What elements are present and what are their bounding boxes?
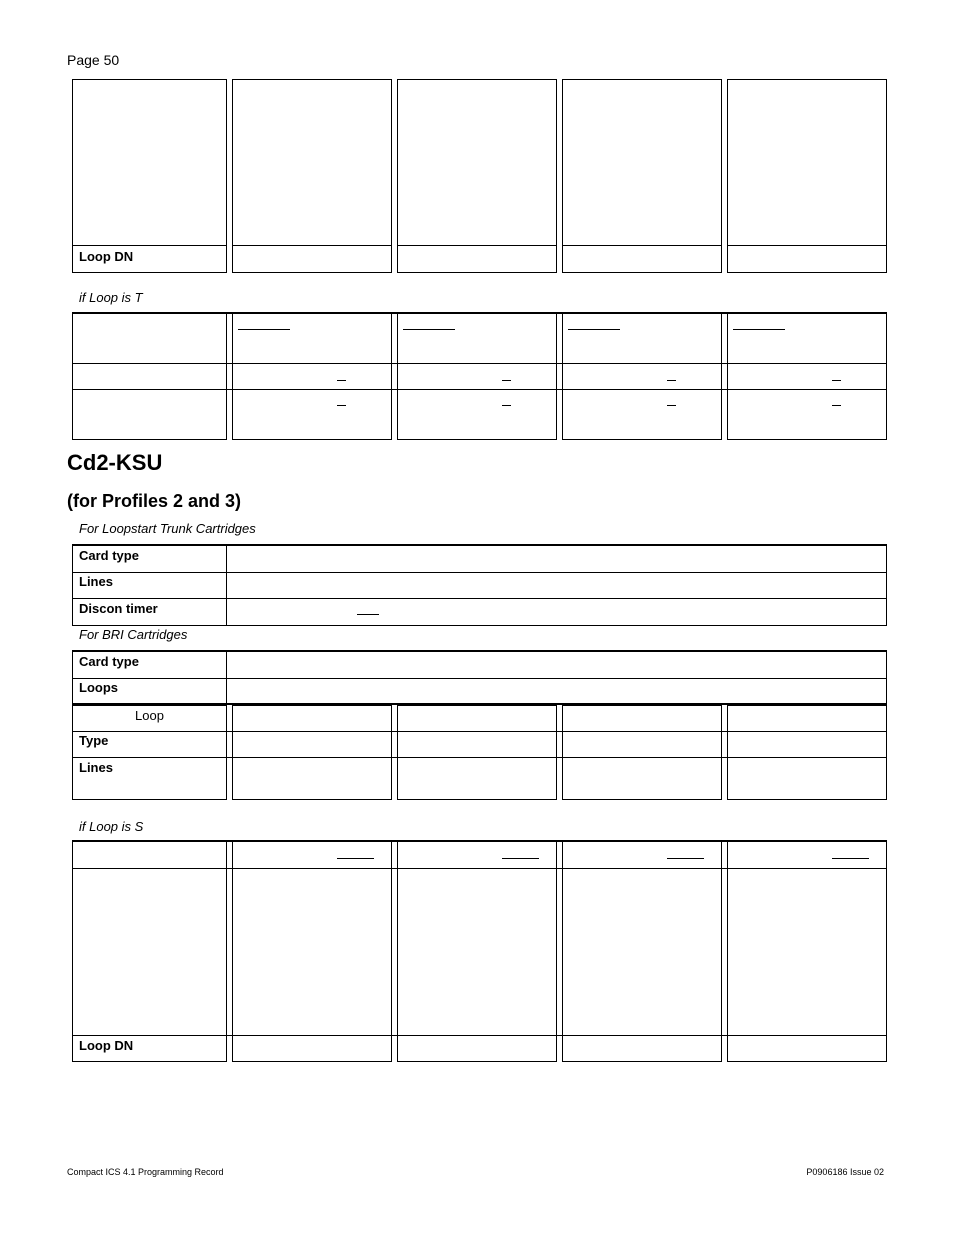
loop-grid-row-div — [72, 757, 887, 758]
bri-row-div — [72, 678, 887, 679]
loop-t-col-5 — [727, 313, 887, 440]
blank-dash — [502, 380, 511, 381]
loop-label: Loop — [135, 708, 164, 723]
loop-grid-col-5 — [727, 705, 887, 800]
top-divider-1 — [72, 245, 227, 246]
blank-underline — [568, 329, 620, 330]
bri-caption: For BRI Cartridges — [79, 627, 188, 642]
blank-underline — [403, 329, 455, 330]
card-type-label: Card type — [79, 548, 139, 563]
loop-s-row-div — [72, 1035, 887, 1036]
loop-s-col-5 — [727, 841, 887, 1062]
blank-underline — [733, 329, 785, 330]
top-col-2 — [232, 79, 392, 273]
loop-grid-row-div — [72, 731, 887, 732]
loop-s-col-4 — [562, 841, 722, 1062]
blank-dash — [832, 405, 841, 406]
loop-t-col-4 — [562, 313, 722, 440]
top-divider-2 — [232, 245, 392, 246]
page-number: Page 50 — [67, 52, 120, 68]
blank-underline — [832, 858, 869, 859]
top-divider-4 — [562, 245, 722, 246]
type-label: Type — [79, 733, 109, 748]
blank-dash — [667, 405, 676, 406]
bri-card-type-label: Card type — [79, 654, 139, 669]
footer-right: P0906186 Issue 02 — [806, 1167, 884, 1177]
if-loop-t-caption: if Loop is T — [79, 290, 143, 305]
blank-underline — [667, 858, 704, 859]
loopstart-frame — [72, 545, 887, 626]
loop-s-col-1 — [72, 841, 227, 1062]
section-subtitle: (for Profiles 2 and 3) — [67, 491, 242, 511]
loop-dn-label: Loop DN — [79, 249, 134, 264]
loop-grid-col-2 — [232, 705, 392, 800]
loopstart-caption: For Loopstart Trunk Cartridges — [79, 521, 256, 536]
loop-s-loop-dn-label: Loop DN — [79, 1038, 134, 1053]
blank-underline — [238, 329, 290, 330]
top-col-1 — [72, 79, 227, 273]
footer-left: Compact ICS 4.1 Programming Record — [67, 1167, 224, 1177]
loop-t-col-2 — [232, 313, 392, 440]
top-col-4 — [562, 79, 722, 273]
loopstart-col-divider — [226, 545, 227, 626]
loops-label: Loops — [79, 680, 118, 695]
loop-grid-col-4 — [562, 705, 722, 800]
loop-t-col-3 — [397, 313, 557, 440]
loop-t-row-div-a — [72, 363, 887, 364]
loop-t-col-1 — [72, 313, 227, 440]
discon-timer-label: Discon timer — [79, 601, 158, 616]
loop-s-col-2 — [232, 841, 392, 1062]
blank-dash — [337, 380, 346, 381]
blank-underline — [502, 858, 539, 859]
loop-t-row-div-b — [72, 389, 887, 390]
loop-grid-col-3 — [397, 705, 557, 800]
blank-dash — [667, 380, 676, 381]
loopstart-row-div — [72, 572, 887, 573]
top-col-5 — [727, 79, 887, 273]
section-title: Cd2-KSU — [67, 450, 163, 475]
top-divider-3 — [397, 245, 557, 246]
loop-s-row-div — [72, 868, 887, 869]
blank-dash — [337, 405, 346, 406]
blank-underline — [337, 858, 374, 859]
loop-s-col-3 — [397, 841, 557, 1062]
lines-label: Lines — [79, 574, 113, 589]
blank-dash — [832, 380, 841, 381]
blank-dash — [502, 405, 511, 406]
top-divider-5 — [727, 245, 887, 246]
loopstart-row-div — [72, 598, 887, 599]
top-col-3 — [397, 79, 557, 273]
if-loop-s-caption: if Loop is S — [79, 819, 144, 834]
bri-lines-label: Lines — [79, 760, 113, 775]
discon-timer-blank — [357, 614, 379, 615]
